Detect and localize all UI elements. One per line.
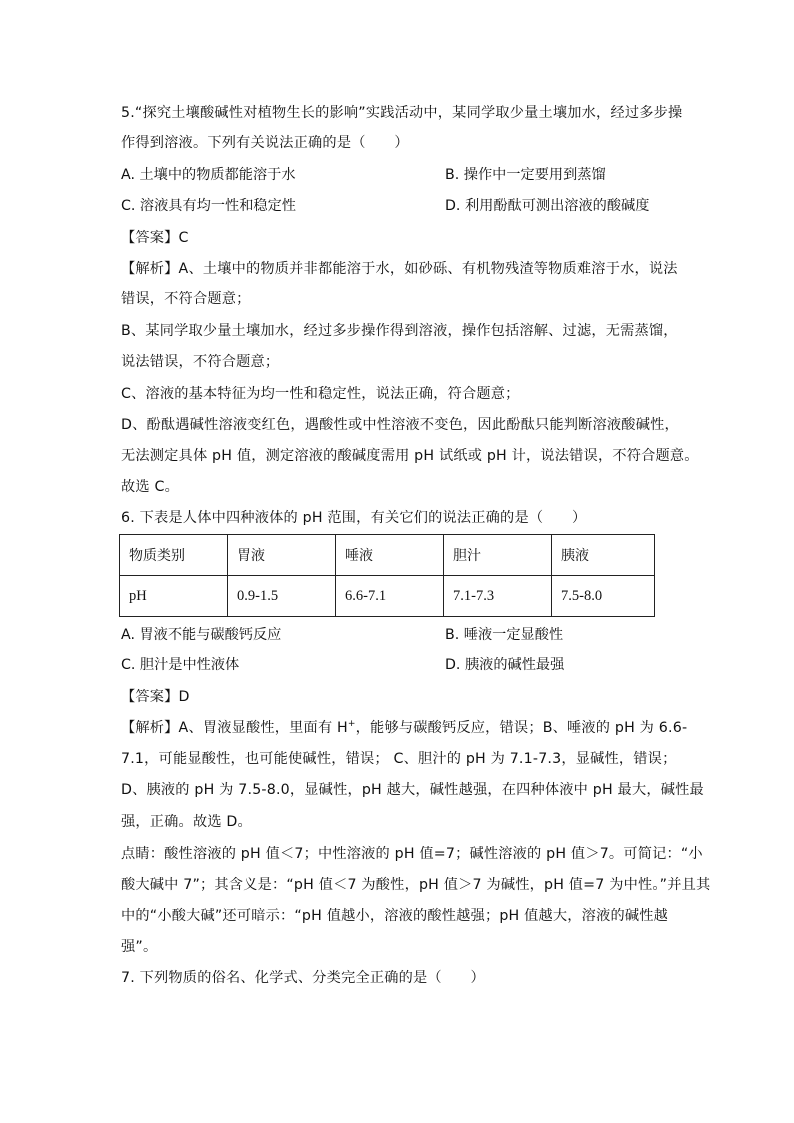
- q5-option-d: D. 利用酚酞可测出溶液的酸碱度: [445, 198, 650, 214]
- q6-answer: 【答案】D: [121, 689, 190, 705]
- table-header-cell: 胆汁: [444, 535, 552, 576]
- superscript-plus: +: [347, 719, 356, 729]
- q6-stem: 6. 下表是人体中四种液体的 pH 范围，有关它们的说法正确的是（ ）: [121, 510, 587, 526]
- table-cell: 7.1-7.3: [444, 576, 552, 617]
- q5-stem-line-1: 5.“探究土壤酸碱性对植物生长的影响”实践活动中，某同学取少量土壤加水，经过多步操: [121, 105, 683, 121]
- q6-tip-line: 点睛：酸性溶液的 pH 值＜7；中性溶液的 pH 值=7；碱性溶液的 pH 值＞7。可简记：“小: [121, 846, 703, 862]
- q6-tip-line: 中的“小酸大碱”还可暗示：“pH 值越小，溶液的酸性越强；pH 值越大，溶液的碱性越: [121, 908, 669, 924]
- q5-answer: 【答案】C: [121, 230, 189, 246]
- q6-analysis-line: D、胰液的 pH 为 7.5-8.0，显碱性，pH 越大，碱性越强，在四种体液中 pH 最大，碱性最: [121, 782, 704, 798]
- q5-option-b: B. 操作中一定要用到蒸馏: [445, 167, 606, 183]
- q7-stem: 7. 下列物质的俗名、化学式、分类完全正确的是（ ）: [121, 970, 485, 986]
- q6-option-d: D. 胰液的碱性最强: [445, 657, 565, 673]
- table-header-cell: 胰液: [552, 535, 655, 576]
- table-row: [120, 576, 655, 617]
- q6-analysis-line: [121, 719, 687, 737]
- q5-option-c: C. 溶液具有均一性和稳定性: [121, 198, 296, 214]
- ph-range-table: [119, 534, 655, 617]
- q5-analysis-line: 说法错误，不符合题意；: [121, 354, 280, 370]
- q5-analysis-line: D、酚酞遇碱性溶液变红色，遇酸性或中性溶液不变色，因此酚酞只能判断溶液酸碱性，: [121, 417, 679, 433]
- q6-tip-line: 强”。: [121, 939, 158, 955]
- q6-analysis-line: 7.1，可能显酸性，也可能使碱性，错误； C、胆汁的 pH 为 7.1-7.3，显碱性，错误；: [121, 751, 677, 767]
- q6-analysis-line: 强，正确。故选 D。: [121, 814, 252, 830]
- q5-analysis-line: 故选 C。: [121, 479, 179, 495]
- table-header-cell: 唾液: [336, 535, 444, 576]
- table-cell: 7.5-8.0: [552, 576, 655, 617]
- table-cell: 6.6-7.1: [336, 576, 444, 617]
- table-header-row: [120, 535, 655, 576]
- q6-option-c: C. 胆汁是中性液体: [121, 657, 240, 673]
- table-header-cell: 物质类别: [120, 535, 228, 576]
- table-cell: pH: [120, 576, 228, 617]
- q5-stem-line-2: 作得到溶液。下列有关说法正确的是（ ）: [121, 135, 409, 151]
- q6-tip-line: 酸大碱中 7”；其含义是：“pH 值＜7 为酸性，pH 值＞7 为碱性，pH 值=7 为中性。”并且其: [121, 877, 711, 893]
- q5-analysis-line: B、某同学取少量土壤加水，经过多步操作得到溶液，操作包括溶解、过滤，无需蒸馏，: [121, 323, 678, 339]
- q5-analysis-line: C、溶液的基本特征为均一性和稳定性，说法正确，符合题意；: [121, 386, 520, 402]
- q5-analysis-line: 【解析】A、土壤中的物质并非都能溶于水，如砂砾、有机物残渣等物质难溶于水，说法: [121, 261, 678, 277]
- q5-option-a: A. 土壤中的物质都能溶于水: [121, 167, 296, 183]
- q6-analysis-text: 【解析】A、胃液显酸性，里面有 H: [121, 720, 348, 736]
- q5-analysis-line: 错误，不符合题意；: [121, 291, 251, 307]
- table-cell: 0.9-1.5: [228, 576, 336, 617]
- q6-option-a: A. 胃液不能与碳酸钙反应: [121, 627, 282, 643]
- q6-analysis-text: ，能够与碳酸钙反应，错误；B、唾液的 pH 为 6.6-: [355, 720, 688, 736]
- table-header-cell: 胃液: [228, 535, 336, 576]
- q6-option-b: B. 唾液一定显酸性: [445, 627, 564, 643]
- q5-analysis-line: 无法测定具体 pH 值，测定溶液的酸碱度需用 pH 试纸或 pH 计，说法错误，不符合题意。: [121, 448, 699, 464]
